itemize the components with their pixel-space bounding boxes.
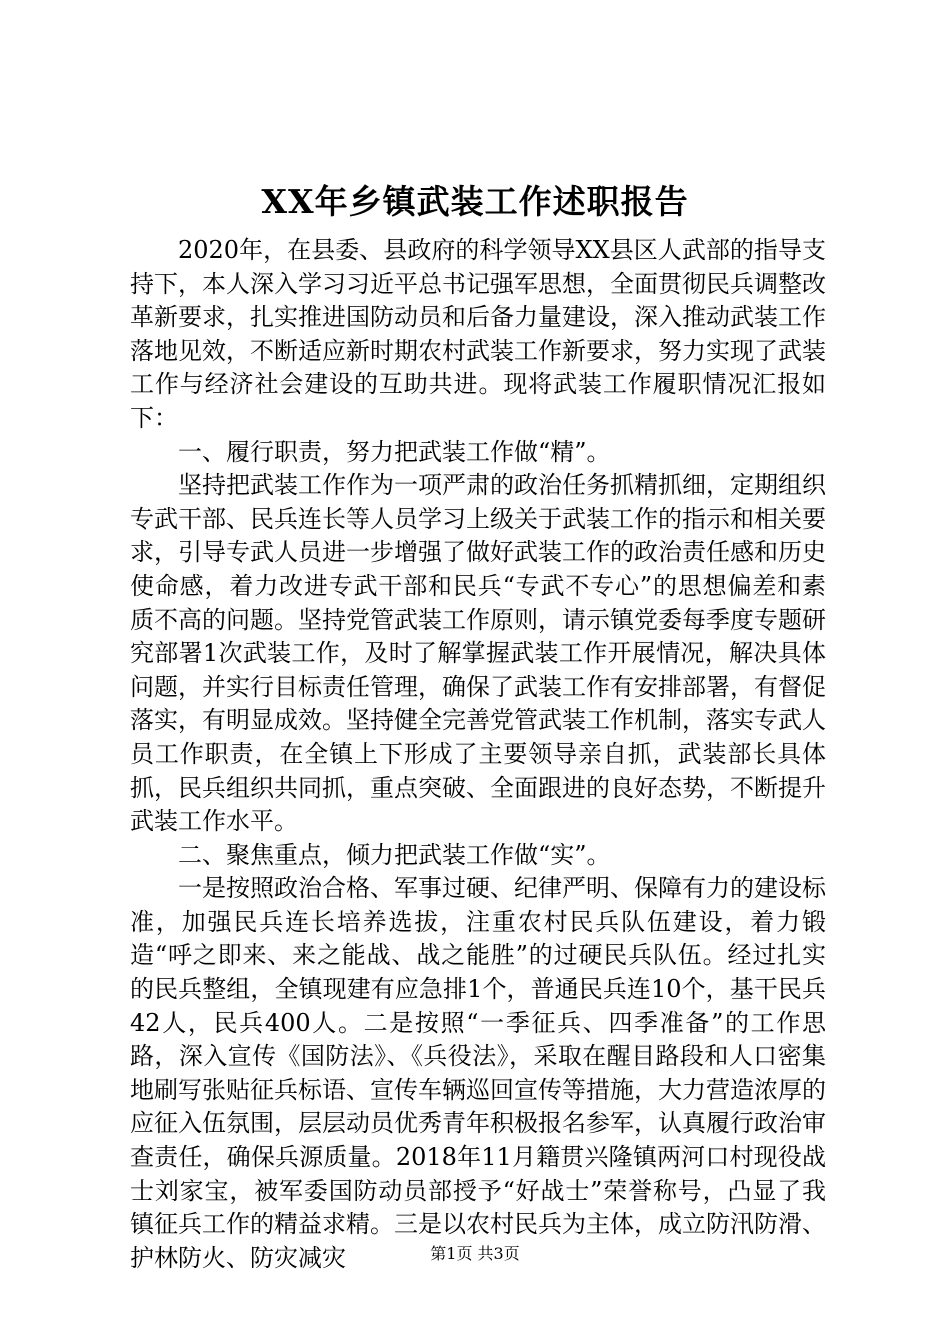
section-heading-2: 二、聚焦重点，倾力把武装工作做“实”。: [178, 840, 611, 869]
section-heading-1: 一、履行职责，努力把武装工作做“精”。: [178, 437, 611, 466]
paragraph-intro: 2020年，在县委、县政府的科学领导XX县区人武部的指导支持下，本人深入学习习近平总书记强军思想，全面贯彻民兵调整改革新要求，扎实推进国防动员和后备力量建设，深入推动武装工作落地见效，不断适应新时期农村武装工作新要求，努力实现了武装工作与经济社会建设的互助共进。现将武装工作履职情况汇报如下：: [130, 236, 826, 432]
paragraph-section-1: 坚持把武装工作作为一项严肃的政治任务抓精抓细，定期组织专武干部、民兵连长等人员学习上级关于武装工作的指示和相关要求，引导专武人员进一步增强了做好武装工作的政治责任感和历史使命感，着力改进专武干部和民兵“专武不专心”的思想偏差和素质不高的问题。坚持党管武装工作原则，请示镇党委每季度专题研究部署1次武装工作，及时了解掌握武装工作开展情况，解决具体问题，并实行目标责任管理，确保了武装工作有安排部署，有督促落实，有明显成效。坚持健全完善党管武装工作机制，落实专武人员工作职责，在全镇上下形成了主要领导亲自抓，武装部长具体抓，民兵组织共同抓，重点突破、全面跟进的良好态势，不断提升武装工作水平。: [130, 471, 826, 836]
paragraph-section-2: 一是按照政治合格、军事过硬、纪律严明、保障有力的建设标准，加强民兵连长培养选拔，注重农村民兵队伍建设，着力锻造“呼之即来、来之能战、战之能胜”的过硬民兵队伍。经过扎实的民兵整组，全镇现建有应急排1个，普通民兵连10个，基干民兵42人，民兵400人。二是按照“一季征兵、四季准备”的工作思路，深入宣传《国防法》、《兵役法》，采取在醒目路段和人口密集地刷写张贴征兵标语、宣传车辆巡回宣传等措施，大力营造浓厚的应征入伍氛围，层层动员优秀青年积极报名参军，认真履行政治审查责任，确保兵源质量。2018年11月籍贯兴隆镇两河口村现役战士刘家宝，被军委国防动员部授予“好战士”荣誉称号，凸显了我镇征兵工作的精益求精。三是以农村民兵为主体，成立防汛防滑、护林防火、防灾减灾: [130, 874, 826, 1272]
document-title: XX年乡镇武装工作述职报告: [261, 182, 689, 221]
document-body: [130, 234, 826, 1275]
page-footer: 第1页 共3页: [430, 1244, 520, 1263]
